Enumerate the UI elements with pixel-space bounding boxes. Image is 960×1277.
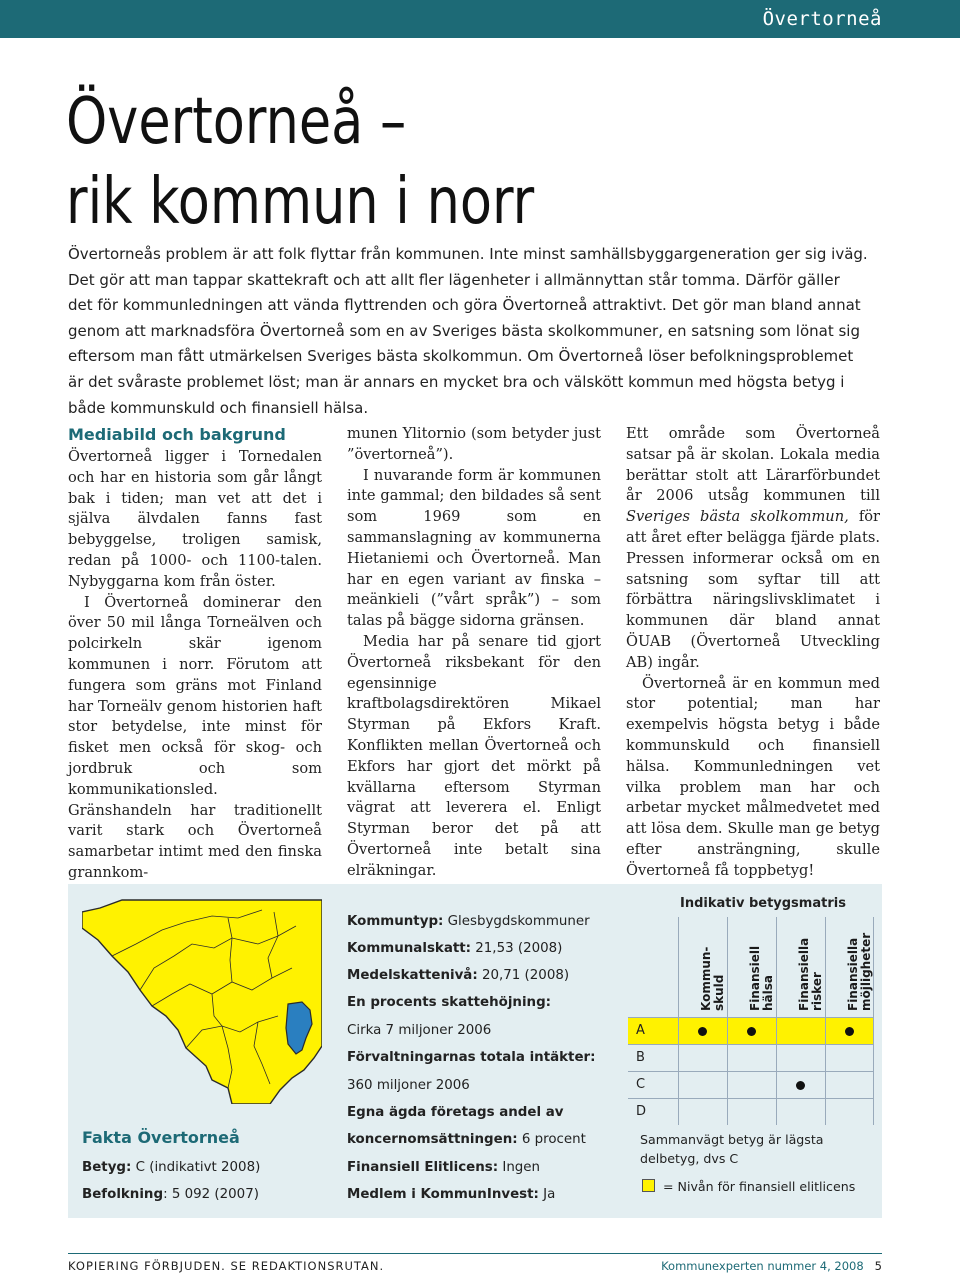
fact-line	[347, 968, 569, 983]
fact-line	[347, 1050, 595, 1065]
grid-line	[825, 917, 826, 1125]
fact-line	[347, 1160, 540, 1175]
column-label: Finansiella möjligheter	[846, 932, 873, 1011]
fact-value: 20,71 (2008)	[477, 968, 570, 983]
grid-line	[776, 917, 777, 1125]
paragraph	[626, 424, 880, 674]
lead-paragraph: Övertorneås problem är att folk flyttar från kommunen. Inte minst samhällsbyggargeneration ger sig iväg. Det gör att man tappar skattekraft och att allt fler lägenheter i allmännyttan står tomma. Därför gäller det för kommunledningen att vända flyttrenden och göra Övertorneå attraktivt. Det gör man bland annat genom att marknadsföra Övertorneå som en av Sveriges bästa skolkommuner, en satsning som lönat sig eftersom man fått utmärkelsen Sveriges bästa skolkommun. Om Övertorneå löser befolkningsproblemet är det svåraste problemet löst; man är annars en mycket bra och välskött kommun med högsta betyg i både kommunskuld och finansiell hälsa.	[68, 245, 868, 417]
rating-dot	[698, 1027, 707, 1036]
fact-label: Egna ägda företags andel av	[347, 1105, 564, 1120]
fact-label: Medelskattenivå:	[347, 968, 478, 983]
footer-copyright: KOPIERING FÖRBJUDEN. SE REDAKTIONSRUTAN.	[68, 1259, 385, 1273]
rating-dot	[796, 1081, 805, 1090]
emphasis: Sveriges bästa skolkommun,	[626, 508, 849, 526]
matrix-row	[628, 1099, 874, 1126]
sweden-map	[82, 898, 322, 1104]
paragraph: Media har på senare tid gjort Övertorneå riksbekant för den egensinnige kraftbolagsdirektören Mikael Styrman på Ekfors Kraft. Konflikten mellan Övertorneå och Ekfors har gjort det mörkt på kvällarna eftersom Styrman vägrat att leverera el. Enligt Styrman beror det på att Övertorneå inte betalt sina elräkningar.	[347, 632, 601, 879]
footer-rule	[68, 1253, 882, 1254]
row-label: A	[636, 1023, 645, 1038]
fact-line	[347, 1132, 586, 1147]
befolkning-value: : 5 092 (2007)	[163, 1187, 259, 1202]
section-title: Övertorneå	[762, 8, 882, 30]
matrix-legend	[642, 1179, 855, 1194]
legend-label: = Nivån för finansiell elitlicens	[663, 1179, 856, 1194]
article-column-2	[347, 424, 601, 882]
matrix-row	[628, 1018, 874, 1045]
title-line-2: rik kommun i norr	[66, 165, 535, 239]
fact-value: Ingen	[498, 1160, 541, 1175]
footer-publication	[661, 1259, 882, 1273]
paragraph: munen Ylitornio (som betyder just ”övertorneå”).	[347, 425, 601, 463]
grid-line	[678, 917, 679, 1125]
fact-value: 6 procent	[517, 1132, 586, 1147]
matrix-column-header	[727, 917, 776, 1017]
subheading: Mediabild och bakgrund	[68, 425, 286, 444]
title-line-1: Övertorneå –	[66, 85, 407, 159]
fact-value: Ja	[538, 1187, 556, 1202]
fact-label: Medlem i KommunInvest:	[347, 1187, 539, 1202]
fact-label: Finansiell Elitlicens:	[347, 1160, 499, 1175]
fact-value: 21,53 (2008)	[471, 941, 563, 956]
article-column-3	[626, 424, 880, 882]
rating-dot	[747, 1027, 756, 1036]
fact-line	[347, 1023, 491, 1038]
matrix-note: Sammanvägt betyg är lägsta delbetyg, dvs C	[640, 1132, 824, 1166]
fact-label: En procents skattehöjning:	[347, 995, 552, 1010]
matrix-column-header	[776, 917, 825, 1017]
betyg-label: Betyg:	[82, 1160, 132, 1175]
fact-label: koncernomsättningen:	[347, 1132, 518, 1147]
matrix-column-header	[678, 917, 727, 1017]
matrix-header	[628, 917, 874, 1017]
fact-line	[347, 914, 590, 929]
grid-line	[873, 917, 874, 1125]
row-label: D	[636, 1104, 647, 1119]
fact-line	[347, 941, 562, 956]
rating-dot	[845, 1027, 854, 1036]
grid-line	[628, 1044, 874, 1045]
fact-label: Kommuntyp:	[347, 914, 444, 929]
paragraph: I nuvarande form är kommunen inte gammal; den bildades så sent som 1969 som en sammanslagning av kommunerna Hietaniemi och Övertorneå. Man har en egen variant av finska – meänkieli (”vårt språk”) – som talas på bägge sidorna gränsen.	[347, 466, 601, 630]
fact-line	[347, 995, 551, 1010]
map-region-fill	[82, 900, 322, 1104]
row-label: C	[636, 1077, 646, 1092]
page-title	[66, 82, 534, 242]
grid-line	[628, 1071, 874, 1072]
matrix-title: Indikativ betygsmatris	[680, 896, 846, 911]
matrix-row	[628, 1045, 874, 1072]
page-number: 5	[874, 1259, 882, 1273]
befolkning-line	[82, 1187, 259, 1202]
article-column-1	[68, 424, 322, 884]
fact-line	[347, 1078, 470, 1093]
yellow-swatch	[642, 1179, 655, 1192]
paragraph: Övertorneå ligger i Tornedalen och har en historia som går långt bak i tiden; man vet att det i själva älvdalen fanns fast bebyggelse, troligen samisk, redan på 1000- och 1100-talen. Nybyggarna kom från öster.	[68, 448, 322, 590]
publication-name: Kommunexperten nummer 4, 2008	[661, 1259, 864, 1273]
befolkning-label: Befolkning	[82, 1187, 164, 1202]
fakta-box	[68, 884, 882, 1218]
fact-value: 360 miljoner 2006	[347, 1078, 470, 1093]
fact-line	[347, 1187, 555, 1202]
fact-label: Kommunalskatt:	[347, 941, 472, 956]
fact-value: Cirka 7 miljoner 2006	[347, 1023, 492, 1038]
text-run: för att året efter belägga fjärde plats. Pressen informerar också om en satsning som syftar till att förbättra näringslivsklimatet i kommunen där bland annat ÖUAB (Övertorneå Utveckling AB) ingår.	[626, 508, 880, 671]
betyg-value: C (indikativt 2008)	[135, 1160, 261, 1175]
column-label: Kommun- skuld	[699, 946, 726, 1011]
matrix-row	[628, 1072, 874, 1099]
section-header-bar	[0, 0, 960, 38]
fact-label: Förvaltningarnas totala intäkter:	[347, 1050, 596, 1065]
grid-line	[628, 1098, 874, 1099]
fakta-title: Fakta Övertorneå	[82, 1128, 240, 1147]
text-run: Ett område som Övertorneå satsar på är skolan. Lokala media berättar stolt att Lärarförbundet år 2006 utsåg kommunen till	[626, 425, 880, 505]
betyg-line	[82, 1160, 260, 1175]
column-label: Finansiell hälsa	[748, 945, 775, 1011]
matrix-column-header	[825, 917, 874, 1017]
paragraph: Övertorneå är en kommun med stor potential; man har exempelvis högsta betyg i både kommunskuld och finansiell hälsa. Kommunledningen vet vilka problem man har och arbetar mycket målmedvetet med att lösa dem. Skulle man ge betyg efter ansträngning, skulle Övertorneå få toppbetyg!	[626, 674, 880, 879]
paragraph: I Övertorneå dominerar den över 50 mil långa Torneälven och polcirkeln skär igenom kommunen i norr. Förutom att fungera som gräns mot Finland har Torneälv genom historien haft stor betydelse, inte minst för fisket men också för skog- och jordbruk och som kommunikationsled. Gränshandeln har traditionellt varit stark och Övertorneå samarbetar intimt med den finska grannkom-	[68, 593, 322, 881]
grid-line	[628, 1017, 874, 1018]
column-label: Finansiella risker	[797, 937, 824, 1011]
fact-value: Glesbygdskommuner	[443, 914, 590, 929]
grid-line	[727, 917, 728, 1125]
fact-line	[347, 1105, 564, 1120]
row-label: B	[636, 1050, 645, 1065]
